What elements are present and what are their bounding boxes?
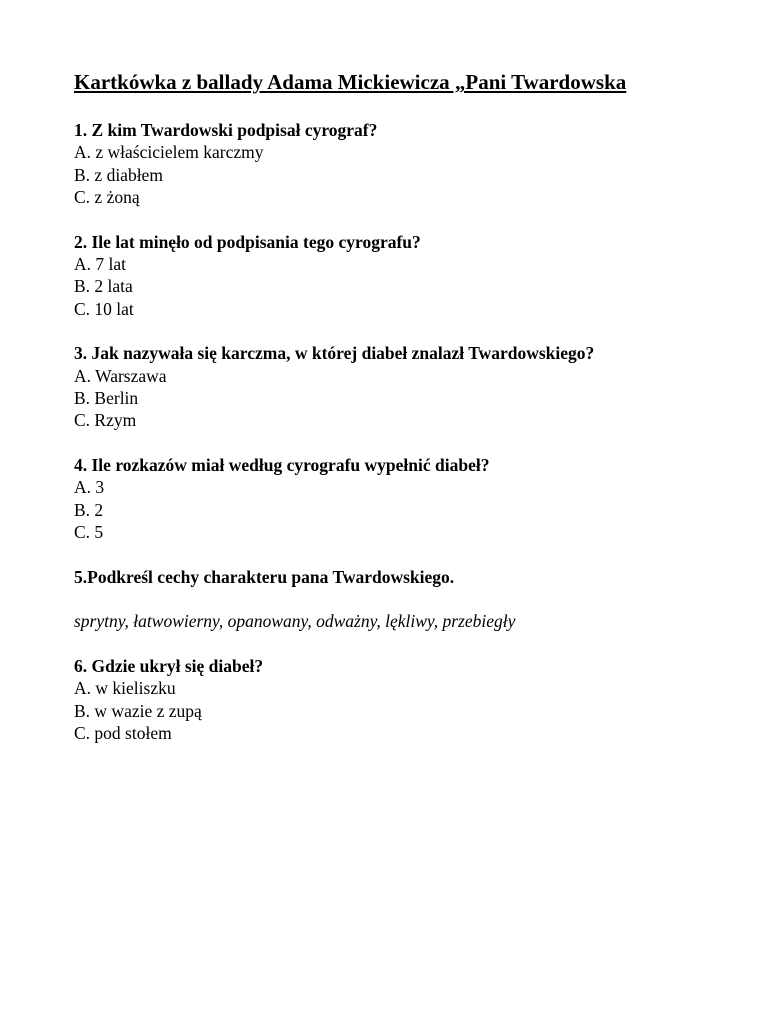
question-1-answer-a: A. z właścicielem karczmy [74,142,264,163]
question-3-answer-a: A. Warszawa [74,365,167,386]
question-1-text: 1. Z kim Twardowski podpisał cyrograf? [74,120,378,140]
question-2-answer-a: A. 7 lat [74,254,127,275]
question-block-2 [74,231,714,321]
question-block-4 [74,454,714,544]
question-3-answer-b: B. Berlin [74,388,139,409]
question-3-answer-c: C. Rzym [74,410,137,431]
question-2-text: 2. Ile lat minęło od podpisania tego cyrografu? [74,231,421,252]
question-6-answer-b: B. w wazie z zupą [74,700,202,721]
question-block-6 [74,655,714,745]
question-6-text: 6. Gdzie ukrył się diabeł? [74,655,264,676]
question-4-answer-c: C. 5 [74,522,104,543]
question-5-traits-list: sprytny, łatwowierny, opanowany, odważny, lękliwy, przebiegły [74,611,516,632]
question-4-answer-b: B. 2 [74,499,104,520]
question-4-text: 4. Ile rozkazów miał według cyrografu wypełnić diabeł? [74,454,490,475]
question-1-answer-c: C. z żoną [74,187,140,208]
question-3-text: 3. Jak nazywała się karczma, w której diabeł znalazł Twardowskiego? [74,343,595,364]
question-6-answer-c: C. pod stołem [74,722,172,743]
quiz-title: Kartkówka z ballady Adama Mickiewicza „Pani Twardowska [74,70,627,94]
question-2-answer-c: C. 10 lat [74,298,134,319]
question-block-3 [74,342,714,432]
question-1-answer-b: B. z diabłem [74,164,163,185]
question-5-text: 5.Podkreśl cechy charakteru pana Twardowskiego. [74,566,455,587]
quiz-document [74,67,714,744]
question-block-1 [74,119,714,209]
question-4-answer-a: A. 3 [74,477,105,498]
question-2-answer-b: B. 2 lata [74,276,133,297]
question-block-5 [74,566,714,633]
question-6-answer-a: A. w kieliszku [74,678,176,699]
